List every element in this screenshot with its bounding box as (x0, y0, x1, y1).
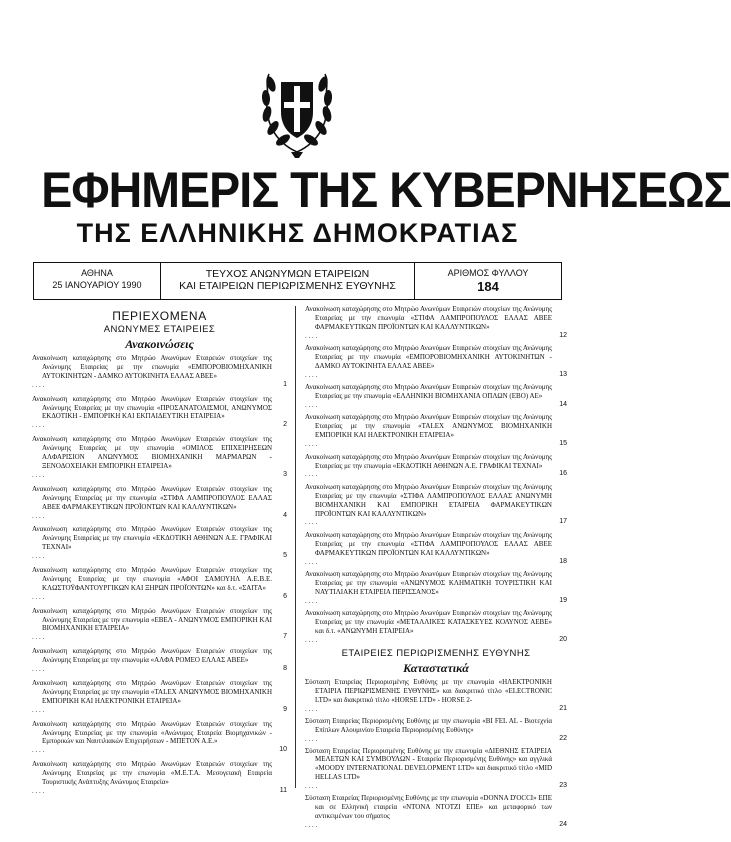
toc-entry (32, 566, 287, 602)
leader-dots: . . . . (305, 635, 318, 644)
toc-entry (305, 413, 567, 449)
leader-dots: . . . . (32, 592, 45, 601)
leader-dots: . . . . (32, 421, 45, 430)
toc-entry (32, 760, 287, 796)
toc-entry (305, 609, 567, 645)
toc-entry-text: Σύσταση Εταιρείας Περιορισμένης Ευθύνης με την επωνυμία «BI FEL AL - Βιοτεχνία Επίπλων Αλουμινίου Εταιρεία Περιορισμένης Ευθύνης» (305, 716, 552, 734)
toc-entry (305, 678, 567, 714)
toc-entry (305, 483, 567, 528)
leader-dots: . . . . (305, 440, 318, 449)
toc-entry-text: Σύσταση Εταιρείας Περιορισμένης Ευθύνης με την επωνυμία «ΔΙΕΘΝΗΣ ΕΤΑΙΡΕΙΑ ΜΕΛΕΤΩΝ ΚΑΙ ΣΥΜΒΟΥΛΩΝ - Εταιρεία Περιορισμένης Ευθύνης» και αγγλικά «MOODY INTERNATIONAL DEVELOPMENT LTD» και διακριτικό τίτλο «MID HELLAS LTD» (305, 746, 552, 782)
toc-entry (32, 395, 287, 431)
toc-entry-text: Ανακοίνωση καταχώρησης στο Μητρώο Ανωνύμων Εταιρειών στοιχείων της Ανώνυμης Εταιρείας με την επωνυμία «ΟΜΙΛΟΣ ΕΠΙΧΕΙΡΗΣΕΩΝ ΑΛΦΑΡΙΣΙΟΝ ΑΝΩΝΥΜΟΣ ΒΙΟΜΗΧΑΝΙΚΗ ΜΑΡΜΑΡΩΝ - ΞΕΝΟΔΟΧΕΙΑΚΗ ΕΜΠΟΡΙΚΗ ΕΤΑΙΡΕΙΑ» (32, 435, 272, 470)
toc-entry-text: Ανακοίνωση καταχώρησης στο Μητρώο Ανωνύμων Εταιρειών στοιχείων της Ανώνυμης Εταιρείας με την επωνυμία «ΕΚΔΟΤΙΚΗ ΑΘΗΝΩΝ Α.Ε. ΓΡΑΦΙΚΑΙ ΤΕΧΝΑΙ» (305, 452, 552, 470)
toc-page-number: 5 (283, 552, 287, 560)
toc-entry-text: Σύσταση Εταιρείας Περιορισμένης Ευθύνης με την επωνυμία «ΗΛΕΚΤΡΟΝΙΚΗ ΕΤΑΙΡΙΑ ΠΕΡΙΩΡΙΣΜΕΝΗΣ ΕΥΘΥΝΗΣ» και διακριτικό τίτλο «ELECTRONIC LTD» και διακριτικό τίτλο «HORSE LTD» - HORSE 2- (305, 678, 552, 705)
toc-page-number: 11 (279, 786, 287, 794)
leader-dots: . . . . (32, 380, 45, 389)
issue-city: ΑΘΗΝΑ (81, 268, 113, 278)
toc-page-number: 10 (279, 746, 287, 754)
toc-entry-text: Ανακοίνωση καταχώρησης στο Μητρώο Ανωνύμων Εταιρειών στοιχείων της Ανώνυμης Εταιρείας με την επωνυμία «ΣΤΙΦΑ ΛΑΜΠΡΟΠΟΥΛΟΣ ΕΛΛΑΣ ΑΒΕΕ ΦΑΡΜΑΚΕΥΤΙΚΩΝ ΠΡΟΪΟΝΤΩΝ ΚΑΙ ΚΑΛΛΥΝΤΙΚΩΝ» (305, 305, 552, 331)
leader-dots: . . . . (305, 782, 318, 791)
toc-entry (305, 794, 567, 830)
toc-page-number: 22 (559, 734, 567, 742)
toc-page-number: 17 (559, 518, 567, 526)
toc-page-number: 1 (283, 380, 287, 388)
sheet-number-box (415, 263, 561, 299)
leader-dots: . . . . (32, 633, 45, 642)
toc-page-number: 16 (559, 470, 567, 478)
toc-page-number: 2 (283, 421, 287, 429)
leader-dots: . . . . (305, 557, 318, 566)
toc-entry (32, 435, 287, 480)
toc-page-number: 3 (283, 470, 287, 478)
toc-entry (32, 525, 287, 561)
section-subtitle-statutes: Καταστατικά (403, 661, 469, 676)
toc-entry-text: Ανακοίνωση καταχώρησης στο Μητρώο Ανωνύμων Εταιρειών στοιχείων της Ανώνυμης Εταιρείας με την επωνυμία «Μ.Ε.Τ.Α. Μεσογειακή Εταιρεία Τουριστικής Ανάπτυξης Ανώνυμος Εταιρεία» (32, 760, 272, 787)
toc-entry-text: Ανακοίνωση καταχώρησης στο Μητρώο Ανωνύμων Εταιρειών στοιχείων της Ανώνυμης Εταιρείας με την επωνυμία «ΕΚΔΟΤΙΚΗ ΑΘΗΝΩΝ Α.Ε. ΓΡΑΦΙΚΑΙ ΤΕΧΝΑΙ» (32, 525, 272, 552)
toc-entry (305, 383, 567, 410)
leader-dots: . . . . (305, 596, 318, 605)
toc-page-number: 20 (559, 635, 567, 643)
toc-entry (305, 717, 567, 744)
toc-entry-text: Ανακοίνωση καταχώρησης στο Μητρώο Ανωνύμων Εταιρειών στοιχείων της Ανώνυμης Εταιρείας με την επωνυμία «ΕΒΕΛ - ΑΝΩΝΥΜΟΣ ΕΜΠΟΡΙΚΗ ΚΑΙ ΒΙΟΜΗΧΑΝΙΚΗ ΕΤΑΙΡΕΙΑ» (32, 606, 272, 633)
toc-entry-text: Ανακοίνωση καταχώρησης στο Μητρώο Ανωνύμων Εταιρειών στοιχείων της Ανώνυμης Εταιρείας με την επωνυμία «ΕΛΛΗΝΙΚΗ ΒΙΟΜΗΧΑΝΙΑ ΟΠΛΩΝ (ΕΒΟ) ΑΕ» (305, 383, 552, 401)
sheet-number: 184 (477, 279, 499, 294)
toc-page-number: 24 (559, 820, 567, 828)
toc-list-left (32, 354, 287, 796)
gazette-title: ΕΦΗΜΕΡΙΣ ΤΗΣ ΚΥΒΕΡΝΗΣΕΩΣ (41, 162, 731, 218)
leader-dots: . . . . (305, 331, 318, 340)
toc-page-number: 15 (559, 440, 567, 448)
leader-dots: . . . . (32, 552, 45, 561)
toc-entry-text: Ανακοίνωση καταχώρησης στο Μητρώο Ανωνύμων Εταιρειών στοιχείων της Ανώνυμης Εταιρείας με την επωνυμία «ΠΡΟΣΑΝΑΤΟΛΙΣΜΟΙ, ΑΝΩΝΥΜΟΣ ΕΚΔΟΤΙΚΗ - ΕΜΠΟΡΙΚΗ ΚΑΙ ΕΚΠΑΙΔΕΥΤΙΚΗ ΕΤΑΙΡΕΙΑ» (32, 394, 272, 421)
leader-dots: . . . . (32, 746, 45, 755)
toc-entry-text: Ανακοίνωση καταχώρησης στο Μητρώο Ανωνύμων Εταιρειών στοιχείων της Ανώνυμης Εταιρείας με την επωνυμία «ΑΛΦΑ ΡΟΜΕΟ ΕΛΛΑΣ ΑΒΕΕ» (32, 647, 272, 665)
leader-dots: . . . . (32, 665, 45, 674)
toc-entry-text: Ανακοίνωση καταχώρησης στο Μητρώο Ανωνύμων Εταιρειών στοιχείων της Ανώνυμης Εταιρείας με την επωνυμία «Ανώνυμος Εταιρεία Βιομηχανικών - Εμπορικών και Ναυτιλιακών Επιχειρήσεων - ΜΠΕΤΟΝ Α.Ε.» (32, 719, 272, 746)
toc-entry-text: Ανακοίνωση καταχώρησης στο Μητρώο Ανωνύμων Εταιρειών στοιχείων της Ανώνυμης Εταιρείας με την επωνυμία «ΜΕΤΑΛΛΙΚΕΣ ΚΑΤΑΣΚΕΥΕΣ ΚΟΛΥΝΟΣ ΑΕΒΕ» και δ.τ. «ΑΝΩΝΥΜΗ ΕΤΑΙΡΕΙΑ» (305, 609, 552, 635)
toc-title: ΠΕΡΙΕΧΟΜΕΝΑ (112, 309, 207, 323)
toc-right-column (305, 305, 567, 833)
leader-dots: . . . . (305, 734, 318, 743)
section-title-ltd: ΕΤΑΙΡΕΙΕΣ ΠΕΡΙΩΡΙΣΜΕΝΗΣ ΕΥΘΥΝΗΣ (341, 648, 531, 660)
issue-date: 25 ΙΑΝΟΥΑΡΙΟΥ 1990 (52, 280, 142, 290)
toc-entry-text: Ανακοίνωση καταχώρησης στο Μητρώο Ανωνύμων Εταιρειών στοιχείων της Ανώνυμης Εταιρείας με την επωνυμία «TALEX ΑΝΩΝΥΜΟΣ ΒΙΟΜΗΧΑΝΙΚΗ ΕΜΠΟΡΙΚΗ ΚΑΙ ΗΛΕΚΤΡΟΝΙΚΗ ΕΤΑΙΡΕΙΑ» (32, 679, 272, 705)
toc-page-number: 13 (559, 370, 567, 378)
greek-coat-of-arms-icon (255, 62, 339, 160)
place-date-box (34, 263, 160, 299)
leader-dots: . . . . (305, 820, 318, 829)
leader-dots: . . . . (305, 704, 318, 713)
toc-entry-text: Ανακοίνωση καταχώρησης στο Μητρώο Ανωνύμων Εταιρειών στοιχείων της Ανώνυμης Εταιρείας με την επωνυμία «ΑΝΩΝΥΜΟΣ ΚΛΗΜΑΤΙΚΗ ΤΟΥΡΙΣΤΙΚΗ ΚΑΙ ΝΑΥΤΙΛΙΑΚΗ ΕΤΑΙΡΕΙΑ ΠΕΡΙΣΣΑΝΟΣ» (305, 569, 552, 596)
toc-entry-text: Ανακοίνωση καταχώρησης στο Μητρώο Ανωνύμων Εταιρειών στοιχείων της Ανώνυμης Εταιρείας με την επωνυμία «ΣΤΙΦΑ ΛΑΜΠΡΟΠΟΥΛΟΣ ΕΛΛΑΣ ΑΒΕΕ ΦΑΡΜΑΚΕΥΤΙΚΩΝ ΠΡΟΪΟΝΤΩΝ ΚΑΙ ΚΑΛΛΥΝΤΙΚΩΝ» (305, 530, 552, 557)
toc-entry (305, 305, 567, 341)
toc-entry (32, 647, 287, 674)
toc-list-right-ltd (305, 678, 567, 830)
toc-list-right (305, 305, 567, 645)
toc-entry-text: Ανακοίνωση καταχώρησης στο Μητρώο Ανωνύμων Εταιρειών στοιχείων της Ανώνυμης Εταιρείας με την επωνυμία «ΑΦΟΙ ΣΑΜΟΥΗΛ Α.Ε.Β.Ε. ΚΛΩΣΤΟΫΦΑΝΤΟΥΡΓΙΚΩΝ ΚΑΙ ΞΗΡΩΝ ΠΡΟΪΟΝΤΩΝ» και δ.τ. «ΣΑΙΤΑ» (32, 566, 272, 592)
toc-entry (32, 485, 287, 521)
leader-dots: . . . . (305, 401, 318, 410)
toc-entry-text: Ανακοίνωση καταχώρησης στο Μητρώο Ανωνύμων Εταιρειών στοιχείων της Ανώνυμης Εταιρείας με την επωνυμία «ΕΜΠΟΡΟΒΙΟΜΗΧΑΝΙΚΗ ΑΥΤΟΚΙΝΗΤΩΝ - ΔΑΜΚΟ ΑΥΤΟΚΙΝΗΤΑ ΕΛΛΑΣ ΑΒΕΕ» (32, 354, 272, 380)
column-divider (295, 306, 296, 788)
toc-entry-text: Ανακοίνωση καταχώρησης στο Μητρώο Ανωνύμων Εταιρειών στοιχείων της Ανώνυμης Εταιρείας με την επωνυμία «ΣΤΙΦΑ ΛΑΜΠΡΟΠΟΥΛΟΣ ΕΛΛΑΣ ΑΝΩΝΥΜΗ ΒΙΟΜΗΧΑΝΙΚΗ ΚΑΙ ΕΜΠΟΡΙΚΗ ΕΤΑΙΡΕΙΑ ΦΑΡΜΑΚΕΥΤΙΚΩΝ ΠΡΟΪΟΝΤΩΝ ΚΑΙ ΚΑΛΛΥΝΤΙΚΩΝ» (305, 482, 552, 518)
toc-entry-text: Ανακοίνωση καταχώρησης στο Μητρώο Ανωνύμων Εταιρειών στοιχείων της Ανώνυμης Εταιρείας με την επωνυμία «ΕΜΠΟΡΟΒΙΟΜΗΧΑΝΙΚΗ ΑΥΤΟΚΙΝΗΤΩΝ - ΔΑΜΚΟ ΑΥΤΟΚΙΝΗΤΑ ΕΛΛΑΣ ΑΒΕΕ» (305, 344, 552, 370)
section-subtitle-announcements: Ανακοινώσεις (125, 337, 194, 351)
sheet-number-label: ΑΡΙΘΜΟΣ ΦΥΛΛΟΥ (447, 268, 529, 278)
toc-page-number: 19 (559, 596, 567, 604)
issue-type-box (160, 263, 415, 299)
toc-page-number: 23 (559, 782, 567, 790)
toc-page-number: 4 (283, 511, 287, 519)
toc-page-number: 9 (283, 705, 287, 713)
leader-dots: . . . . (32, 470, 45, 479)
toc-page-number: 6 (283, 592, 287, 600)
toc-page-number: 7 (283, 633, 287, 641)
toc-page-number: 8 (283, 665, 287, 673)
leader-dots: . . . . (32, 705, 45, 714)
toc-left-column (32, 305, 287, 801)
toc-entry (305, 570, 567, 606)
leader-dots: . . . . (32, 786, 45, 795)
gazette-subtitle: ΤΗΣ ΕΛΛΗΝΙΚΗΣ ΔΗΜΟΚΡΑΤΙΑΣ (76, 218, 519, 248)
toc-entry (305, 453, 567, 480)
leader-dots: . . . . (32, 511, 45, 520)
toc-entry (32, 354, 287, 390)
toc-page-number: 14 (559, 401, 567, 409)
section-title-sa: ΑΝΩΝΥΜΕΣ ΕΤΑΙΡΕΙΕΣ (103, 324, 216, 335)
leader-dots: . . . . (305, 370, 318, 379)
toc-page-number: 12 (559, 331, 567, 339)
toc-entry-text: Ανακοίνωση καταχώρησης στο Μητρώο Ανωνύμων Εταιρειών στοιχείων της Ανώνυμης Εταιρείας με την επωνυμία «TALEX ΑΝΩΝΥΜΟΣ ΒΙΟΜΗΧΑΝΙΚΗ ΕΜΠΟΡΙΚΗ ΚΑΙ ΗΛΕΚΤΡΟΝΙΚΗ ΕΤΑΙΡΕΙΑ» (305, 413, 552, 440)
toc-entry-text: Ανακοίνωση καταχώρησης στο Μητρώο Ανωνύμων Εταιρειών στοιχείων της Ανώνυμης Εταιρείας με την επωνυμία «ΣΤΙΦΑ ΛΑΜΠΡΟΠΟΥΛΟΣ ΕΛΛΑΣ ΑΒΕΕ ΦΑΡΜΑΚΕΥΤΙΚΩΝ ΠΡΟΪΟΝΤΩΝ ΚΑΙ ΚΑΛΛΥΝΤΙΚΩΝ» (32, 484, 272, 511)
toc-entry (32, 679, 287, 715)
issue-type-line2: ΚΑΙ ΕΤΑΙΡΕΙΩΝ ΠΕΡΙΩΡΙΣΜΕΝΗΣ ΕΥΘΥΝΗΣ (179, 280, 396, 292)
toc-page-number: 18 (559, 557, 567, 565)
toc-entry (32, 720, 287, 756)
toc-page-number: 21 (559, 704, 567, 712)
issue-info-bar (33, 262, 562, 300)
toc-entry-text: Σύσταση Εταιρείας Περιορισμένης Ευθύνης με την επωνυμία «DONNA D'OCCI» ΕΠΕ και σε Ελληνική εταιρεία «ΝΤΟΝΑ ΝΤΟΤΖΙ ΕΠΕ» και μεταφορικό των αντικειμένων του σήματος (305, 794, 552, 820)
leader-dots: . . . . (305, 470, 318, 479)
toc-entry (305, 747, 567, 792)
toc-entry (305, 344, 567, 380)
toc-entry (32, 607, 287, 643)
issue-type-line1: ΤΕΥΧΟΣ ΑΝΩΝΥΜΩΝ ΕΤΑΙΡΕΙΩΝ (205, 268, 370, 280)
leader-dots: . . . . (305, 518, 318, 527)
toc-entry (305, 531, 567, 567)
